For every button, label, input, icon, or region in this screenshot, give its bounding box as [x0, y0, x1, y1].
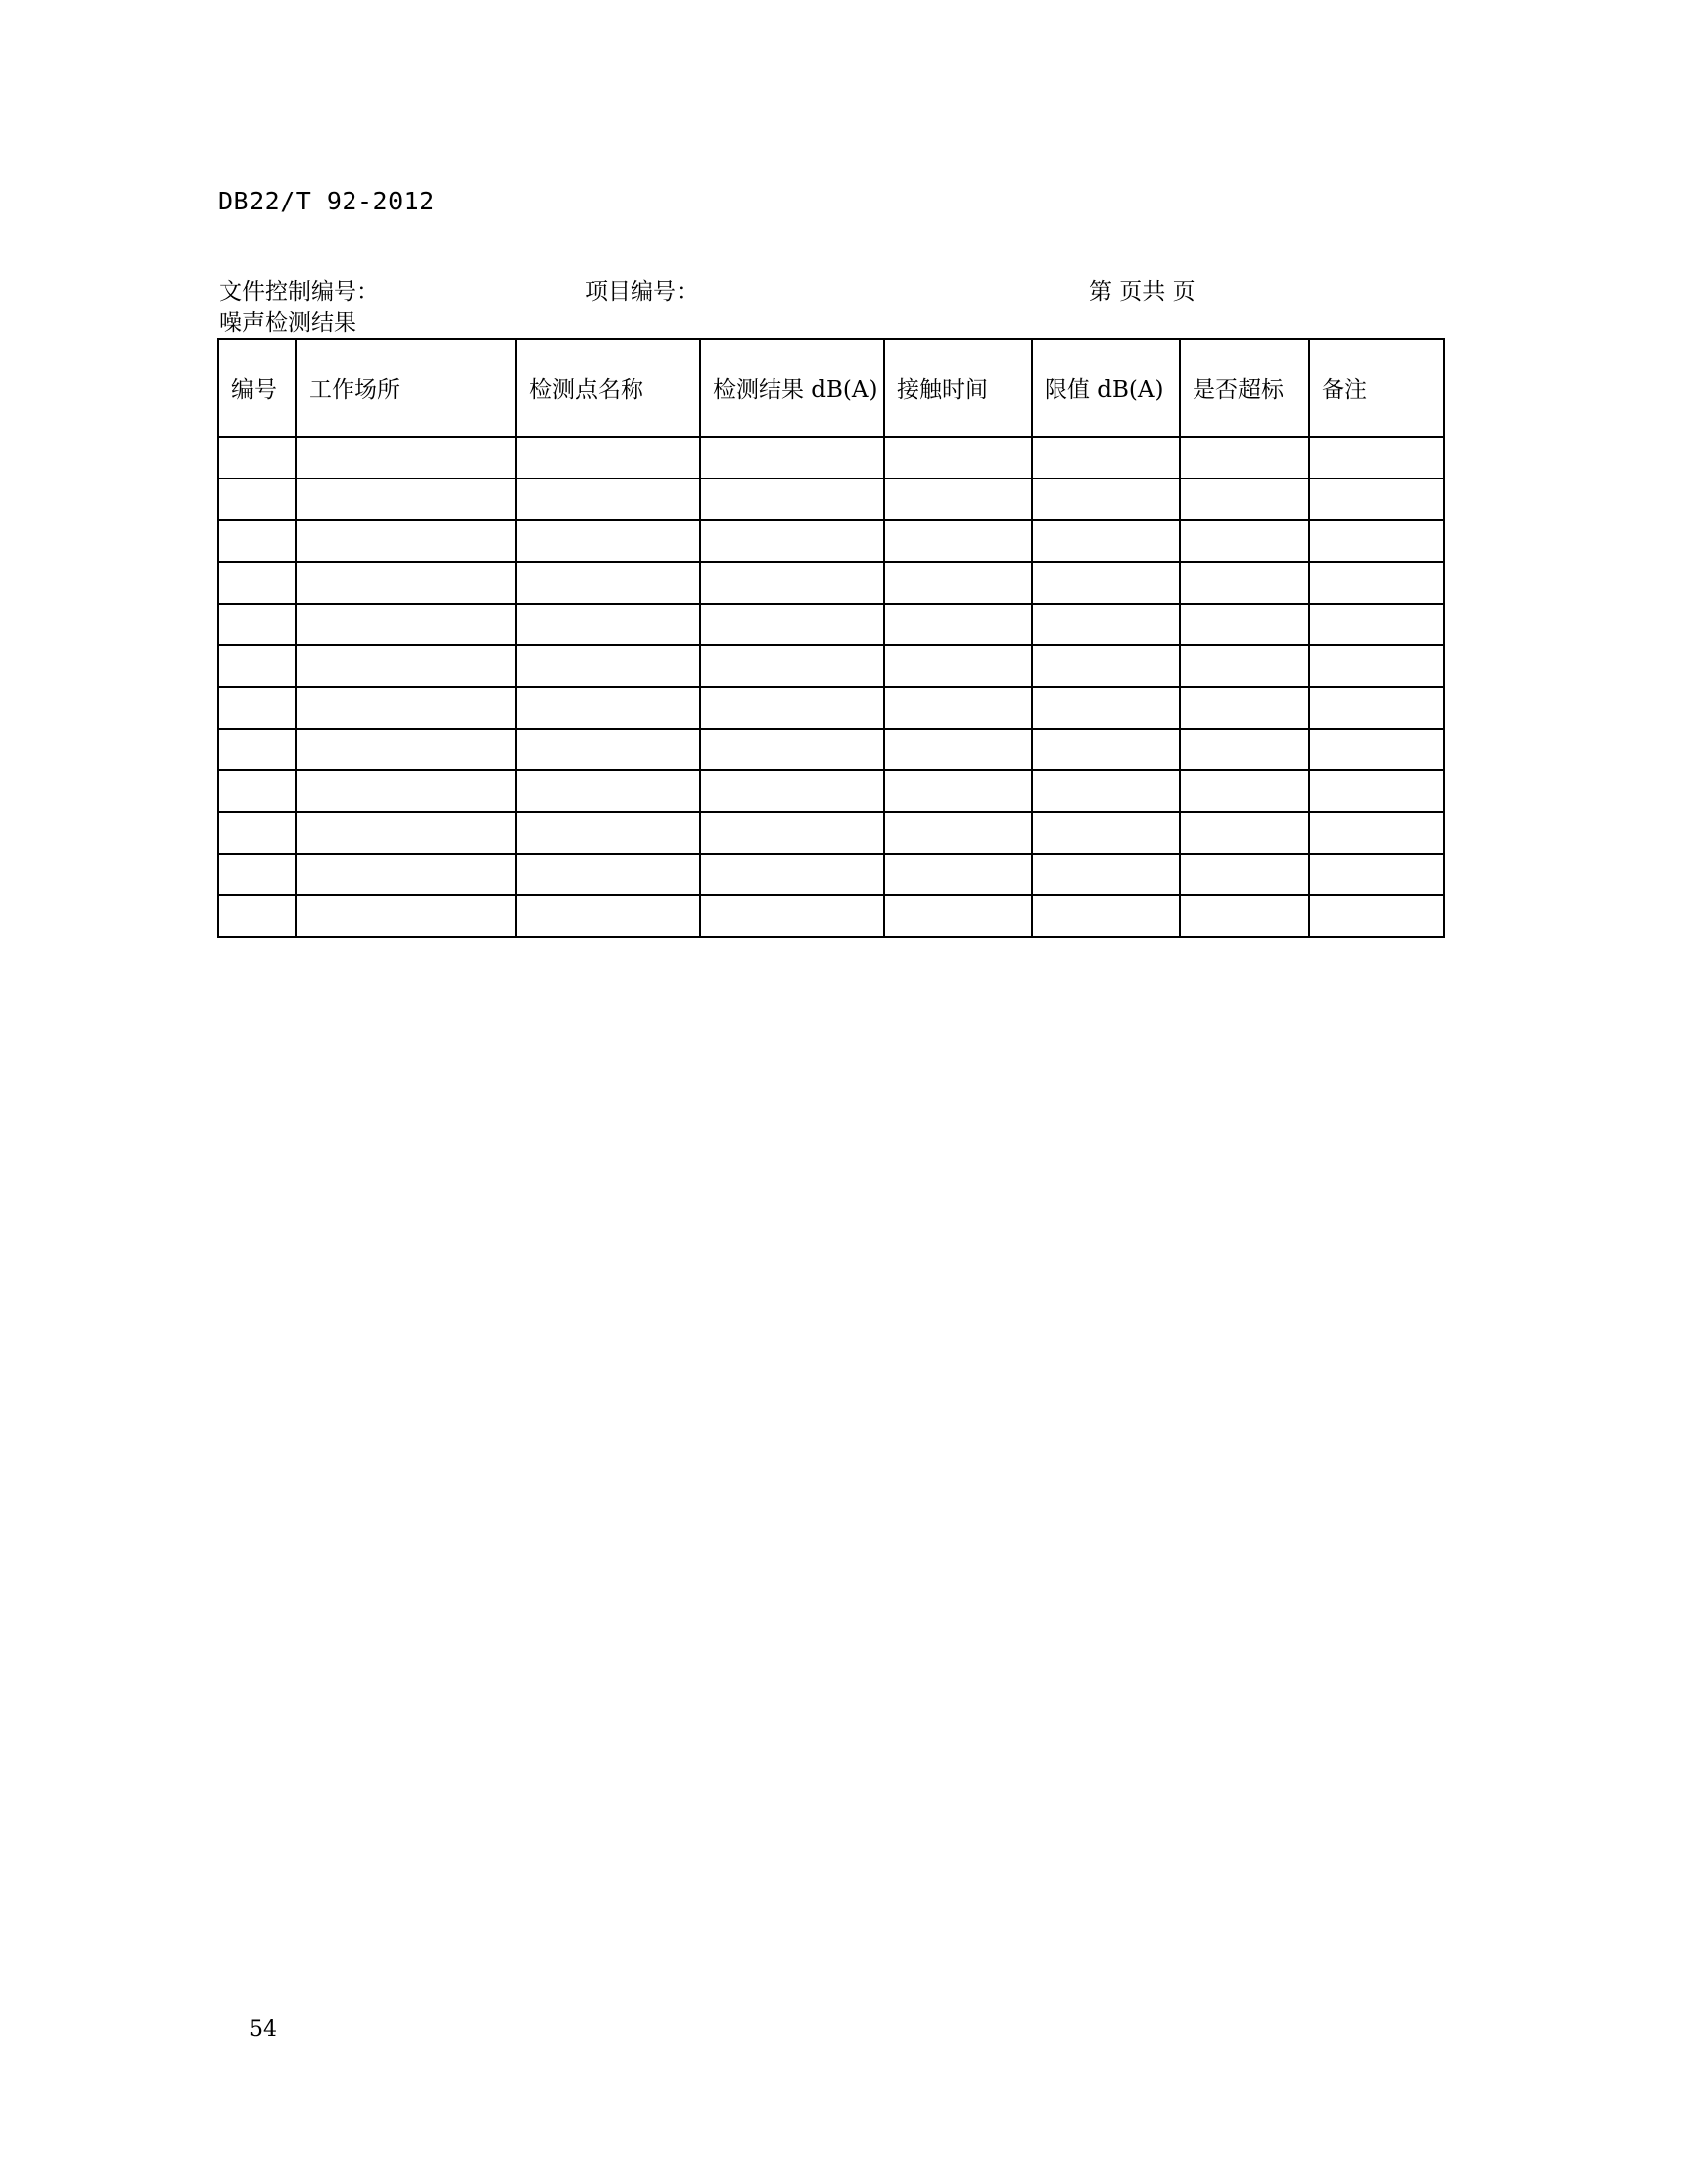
table-cell[interactable] [884, 645, 1032, 687]
table-cell[interactable] [1309, 604, 1444, 645]
table-body [218, 437, 1444, 937]
table-cell[interactable] [1309, 437, 1444, 478]
table-cell[interactable] [516, 604, 700, 645]
table-cell[interactable] [1309, 812, 1444, 854]
table-cell[interactable] [516, 770, 700, 812]
table-cell[interactable] [1180, 562, 1309, 604]
table-cell[interactable] [700, 854, 884, 895]
table-cell[interactable] [1032, 895, 1180, 937]
table-cell[interactable] [700, 687, 884, 729]
table-cell[interactable] [1032, 520, 1180, 562]
table-row [218, 520, 1444, 562]
table-cell[interactable] [218, 562, 296, 604]
table-cell[interactable] [884, 812, 1032, 854]
table-row [218, 812, 1444, 854]
table-cell[interactable] [884, 437, 1032, 478]
table-cell[interactable] [884, 729, 1032, 770]
table-cell[interactable] [1032, 604, 1180, 645]
column-header-result: 检测结果 dB(A) [700, 339, 884, 437]
table-row [218, 645, 1444, 687]
table-cell[interactable] [1032, 478, 1180, 520]
table-cell[interactable] [1180, 604, 1309, 645]
table-cell[interactable] [1032, 812, 1180, 854]
table-row [218, 729, 1444, 770]
column-header-exceeded: 是否超标 [1180, 339, 1309, 437]
table-cell[interactable] [884, 520, 1032, 562]
table-cell[interactable] [218, 645, 296, 687]
table-cell[interactable] [700, 478, 884, 520]
table-cell[interactable] [296, 478, 516, 520]
table-row [218, 770, 1444, 812]
table-row [218, 562, 1444, 604]
table-cell[interactable] [884, 895, 1032, 937]
project-number-label: 项目编号： [585, 279, 699, 305]
table-cell[interactable] [700, 437, 884, 478]
table-cell[interactable] [516, 562, 700, 604]
table-row [218, 604, 1444, 645]
table-cell[interactable] [516, 854, 700, 895]
table-cell[interactable] [1309, 770, 1444, 812]
table-cell[interactable] [296, 562, 516, 604]
table-cell[interactable] [884, 770, 1032, 812]
table-cell[interactable] [1309, 562, 1444, 604]
standard-code: DB22/T 92-2012 [218, 187, 435, 215]
table-cell[interactable] [296, 854, 516, 895]
column-header-workplace: 工作场所 [296, 339, 516, 437]
table-cell[interactable] [1180, 687, 1309, 729]
table-cell[interactable] [1032, 437, 1180, 478]
table-cell[interactable] [1309, 645, 1444, 687]
table-cell[interactable] [296, 604, 516, 645]
table-cell[interactable] [700, 729, 884, 770]
table-cell[interactable] [1180, 895, 1309, 937]
table-cell[interactable] [296, 895, 516, 937]
table-cell[interactable] [700, 520, 884, 562]
table-cell[interactable] [700, 645, 884, 687]
table-cell[interactable] [516, 812, 700, 854]
column-header-test-point: 检测点名称 [516, 339, 700, 437]
column-header-exposure-time: 接触时间 [884, 339, 1032, 437]
table-cell[interactable] [1032, 645, 1180, 687]
table-cell[interactable] [218, 895, 296, 937]
table-cell[interactable] [1180, 812, 1309, 854]
table-cell[interactable] [296, 687, 516, 729]
table-cell[interactable] [516, 687, 700, 729]
table-cell[interactable] [218, 812, 296, 854]
table-cell[interactable] [884, 478, 1032, 520]
doc-control-number-label: 文件控制编号： [219, 279, 379, 305]
table-cell[interactable] [218, 437, 296, 478]
table-row [218, 895, 1444, 937]
table-cell[interactable] [1032, 854, 1180, 895]
table-cell[interactable] [1032, 562, 1180, 604]
table-cell[interactable] [1309, 729, 1444, 770]
table-cell[interactable] [296, 645, 516, 687]
table-cell[interactable] [1032, 770, 1180, 812]
table-cell[interactable] [516, 437, 700, 478]
table-cell[interactable] [218, 604, 296, 645]
table-cell[interactable] [1309, 895, 1444, 937]
table-cell[interactable] [700, 562, 884, 604]
table-cell[interactable] [218, 520, 296, 562]
table-cell[interactable] [1180, 645, 1309, 687]
table-cell[interactable] [1180, 770, 1309, 812]
table-row [218, 687, 1444, 729]
table-cell[interactable] [1180, 854, 1309, 895]
table-cell[interactable] [884, 562, 1032, 604]
table-row [218, 437, 1444, 478]
column-header-limit: 限值 dB(A) [1032, 339, 1180, 437]
table-cell[interactable] [884, 854, 1032, 895]
table-cell[interactable] [700, 895, 884, 937]
table-cell[interactable] [296, 812, 516, 854]
column-header-remarks: 备注 [1309, 339, 1444, 437]
table-cell[interactable] [1309, 478, 1444, 520]
table-cell[interactable] [516, 729, 700, 770]
table-cell[interactable] [1032, 687, 1180, 729]
table-cell[interactable] [1032, 729, 1180, 770]
table-cell[interactable] [1180, 520, 1309, 562]
table-cell[interactable] [218, 729, 296, 770]
table-row [218, 478, 1444, 520]
table-title: 噪声检测结果 [219, 310, 356, 336]
table-cell[interactable] [296, 770, 516, 812]
page-count-label: 第 页共 页 [1089, 279, 1196, 305]
table-cell[interactable] [1180, 478, 1309, 520]
noise-results-table [217, 338, 1445, 938]
column-header-number: 编号 [218, 339, 296, 437]
table-cell[interactable] [700, 604, 884, 645]
table-cell[interactable] [296, 520, 516, 562]
table-cell[interactable] [296, 437, 516, 478]
table-row [218, 854, 1444, 895]
page-number: 54 [249, 2017, 277, 2042]
table-cell[interactable] [700, 812, 884, 854]
table-cell[interactable] [1309, 520, 1444, 562]
table-cell[interactable] [218, 478, 296, 520]
table-cell[interactable] [1309, 687, 1444, 729]
table-cell[interactable] [296, 729, 516, 770]
table-cell[interactable] [218, 770, 296, 812]
table-cell[interactable] [516, 645, 700, 687]
table-cell[interactable] [516, 895, 700, 937]
table-cell[interactable] [884, 604, 1032, 645]
table-cell[interactable] [700, 770, 884, 812]
table-cell[interactable] [1180, 437, 1309, 478]
table-cell[interactable] [884, 687, 1032, 729]
table-cell[interactable] [218, 854, 296, 895]
table-cell[interactable] [218, 687, 296, 729]
table-cell[interactable] [1309, 854, 1444, 895]
table-cell[interactable] [1180, 729, 1309, 770]
table-cell[interactable] [516, 478, 700, 520]
table-cell[interactable] [516, 520, 700, 562]
table-header-row [218, 339, 1444, 437]
